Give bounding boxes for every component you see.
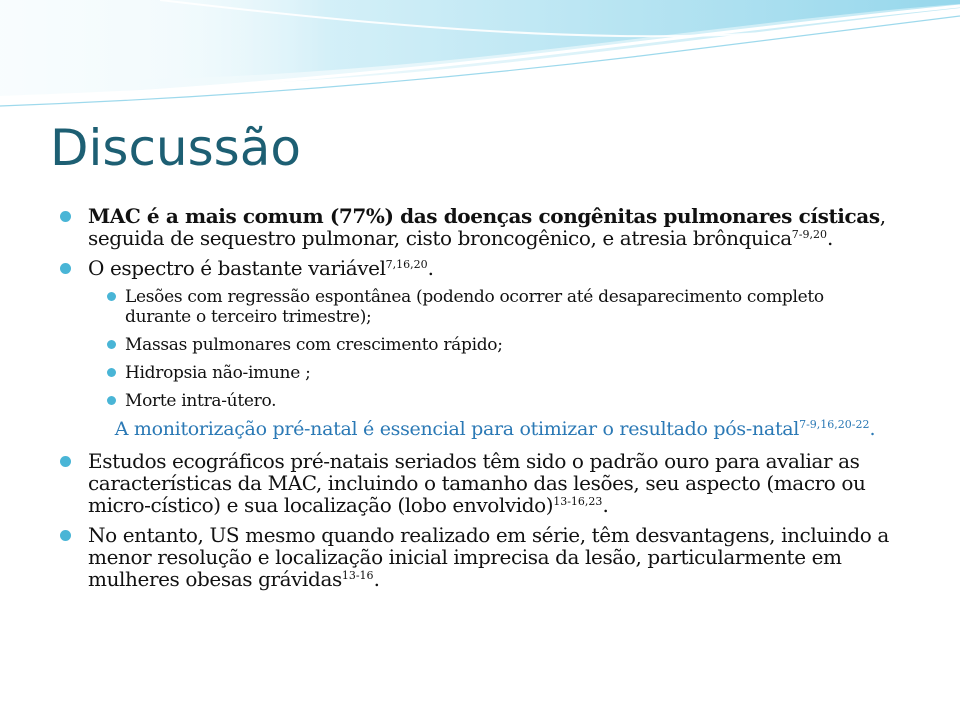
bullet-disadvantages-ref: 13-16: [341, 569, 374, 582]
bullet-dot-icon: [60, 211, 71, 222]
sub-bullet-regression: [60, 287, 890, 327]
prenatal-monitoring-callout: [60, 419, 890, 440]
callout-end: .: [869, 418, 876, 440]
bullet-spectrum: [60, 257, 890, 279]
bullet-dot-icon: [60, 263, 71, 274]
bullet-dot-icon: [60, 456, 71, 467]
bullet-mac-end: .: [827, 226, 833, 250]
bullet-mac-text: , seguida de sequestro pulmonar, cisto broncogênico, e atresia brônquica: [88, 204, 886, 250]
bullet-dot-icon: [60, 530, 71, 541]
sub-bullet-hydrops: [60, 363, 890, 383]
sub-bullet-regression-text: Lesões com regressão espontânea (podendo ocorrer até desaparecimento completo durante o terceiro trimestre);: [125, 287, 824, 327]
bullet-ultrasound-text: Estudos ecográficos pré-natais seriados têm sido o padrão ouro para avaliar as características da MAC, incluindo o tamanho das lesões, seu aspecto (macro ou micro-cístico) e sua localização (lobo envolvido): [88, 449, 866, 517]
sub-bullet-dot-icon: [107, 340, 116, 349]
sub-bullet-hydrops-text: Hidropsia não-imune ;: [125, 363, 311, 383]
callout-text: A monitorização pré-natal é essencial para otimizar o resultado pós-natal: [114, 418, 800, 440]
sub-bullet-rapid-growth: [60, 335, 890, 355]
bullet-ultrasound-studies: [60, 450, 890, 516]
bullet-mac-prevalence: [60, 205, 890, 249]
sub-bullet-fetal-death-text: Morte intra-útero.: [125, 391, 277, 411]
bullet-mac-ref: 7-9,20: [791, 228, 828, 241]
slide-content: [60, 205, 890, 598]
slide-title: Discussão: [50, 119, 301, 177]
bullet-mac-bold: MAC é a mais comum (77%) das doenças congênitas pulmonares císticas: [88, 204, 880, 228]
bullet-disadvantages-text: No entanto, US mesmo quando realizado em série, têm desvantagens, incluindo a menor resolução e localização inicial imprecisa da lesão, particularmente em mulheres obesas grávidas: [88, 523, 889, 591]
header-wave-decoration: [0, 0, 960, 110]
sub-bullet-fetal-death: [60, 391, 890, 411]
bullet-spectrum-end: .: [427, 256, 434, 280]
callout-ref: 7-9,16,20-22: [799, 418, 870, 431]
bullet-us-disadvantages: [60, 524, 890, 590]
sub-bullet-dot-icon: [107, 368, 116, 377]
bullet-ultrasound-end: .: [602, 493, 609, 517]
sub-bullet-dot-icon: [107, 292, 116, 301]
bullet-spectrum-ref: 7,16,20: [385, 258, 428, 271]
sub-bullet-dot-icon: [107, 396, 116, 405]
bullet-spectrum-text: O espectro é bastante variável: [88, 256, 386, 280]
bullet-disadvantages-end: .: [373, 567, 380, 591]
bullet-ultrasound-ref: 13-16,23: [553, 495, 603, 508]
sub-bullet-rapid-growth-text: Massas pulmonares com crescimento rápido;: [125, 335, 503, 355]
